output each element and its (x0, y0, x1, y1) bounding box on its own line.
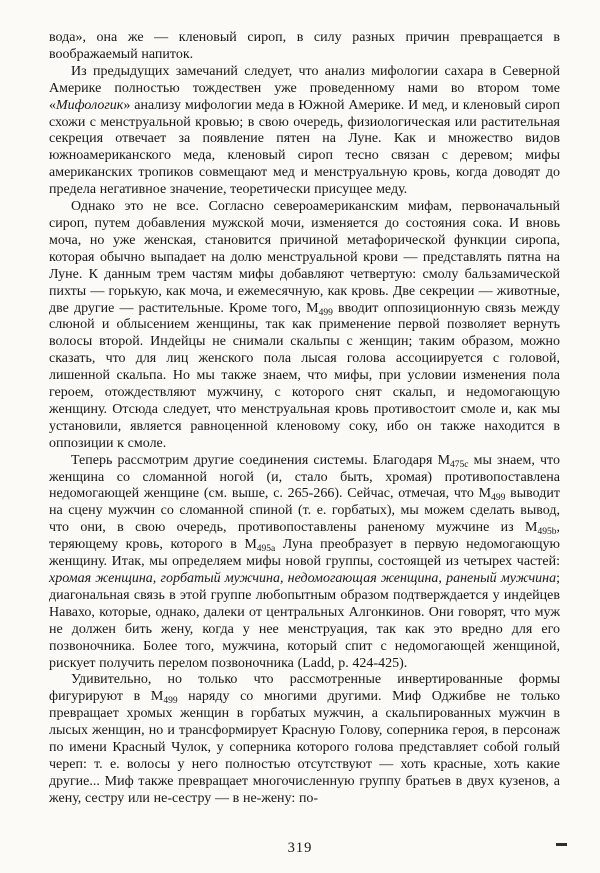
paragraph (49, 199, 560, 453)
text-segment: Однако это не все. Согласно североамериканским мифам, первоначальный сироп, путем добавления мужской мочи, изменяется до состояния сока. И вновь моча, но уже женская, становится причиной метафорической функции сиропа, которая обычно выпадает на долю менструальной крови — представлять пятна на Луне. К данным трем частям мифы добавляют четвертую: смолу бальзамической пихты — горькую, как моча, и ежемесячную, как кровь. Две секреции — животные, две другие — растительные. Кроме того, М (49, 199, 560, 316)
myth-index: 499 (163, 696, 178, 707)
text-segment: вводит оппозиционную связь между слюной и облысением женщины, так как применение первой позволяет вернуть волосы второй. Индейцы не снимали скальпы с женщин; таким образом, можно сказать, что для лиц женского пола лысая голова ассоциируется с головой, лишенной скальпа. Но мы также знаем, что мифы, при условии изменения пола героем, отождествляют мужчину, с которого снят скальп, и недомогающую женщину. Отсюда следует, что менструальная кровь противостоит смоле и, как мы установили, является равноценной кленовому соку, ибо он также находится в оппозиции к смоле. (49, 300, 560, 451)
myth-index: 499 (318, 307, 333, 318)
text-segment: наряду со многими другими. Миф Оджибве не только превращает хромых женщин в горбатых мужчин, а скальпированных мужчин в лысых женщин, но и трансформирует Красную Голову, соперника героя, в персонаж по имени Красный Чулок, у соперника которого голова представляет собой голый череп: т. е. волосы у него полностью отсутствуют — хоть красные, хоть какие другие... Миф также превращает многочисленную группу братьев в двух кузенов, а жену, сестру или не-сестру — в не-жену: по- (49, 689, 560, 806)
text-segment: хромая женщина, горбатый мужчина, недомогающая женщина, раненый мужчина (49, 571, 557, 586)
myth-index: 475c (450, 459, 469, 470)
text-segment: Удивительно, но только что рассмотренные инвертированные формы фигурируют в М (49, 672, 560, 705)
paragraph (49, 453, 560, 673)
paragraph (49, 64, 560, 199)
myth-index: 495b (537, 527, 557, 538)
paragraph (49, 30, 560, 64)
text-segment: вода», она же — кленовый сироп, в силу разных причин превращается в воображаемый напиток. (49, 30, 560, 62)
page-number: 319 (287, 840, 313, 856)
myth-index: 495a (256, 544, 276, 555)
text-segment: Луна преобразует в первую недомогающую женщину. Итак, мы определяем мифы новой группы, состоящей из четырех частей: (49, 537, 560, 570)
text-segment: выводит на сцену мужчин со сломанной спиной (т. е. горбатых), мы можем сделать вывод, что они, в свою очередь, противопоставлены раненому мужчине из М (49, 486, 561, 536)
text-segment: мы знаем, что женщина со сломанной ногой (и, стало быть, хромая) противопоставлена недомогающей женщине (см. выше, с. 265-266). Сейчас, отмечая, что М (49, 452, 560, 502)
page-text (49, 30, 560, 808)
text-segment: » анализу мифологии меда в Южной Америке. И мед, и кленовый сироп схожи с менструальной кровью; в свою очередь, физиологическая или растительная секреция отвечает за появление пятен на Луне. Как и множество видов южноамериканского меда, кленовый сироп тесно связан с деревом; мифы американских тропиков совмещают мед и менструальную кровь, когда доводят до предела негативное значение, теоретически присущее меду. (49, 97, 560, 198)
scan-artifact-dash (556, 843, 567, 846)
text-segment: , теряющему кровь, которого в М (49, 520, 560, 553)
myth-index: 499 (491, 493, 506, 504)
text-segment: ; диагональная связь в этой группе любопытным образом подтверждается у индейцев Навахо, которые, однако, далеки от центральных Алгонкинов. Они говорят, что муж не должен бить жену, когда у нее менструация, так как это вредно для его позвоночника. Более того, мужчина, который спит с недомогающей женщиной, рискует получить перелом позвоночника (Ladd, p. 424-425). (49, 571, 560, 671)
text-segment: Мифологик (56, 97, 124, 113)
paragraph (49, 672, 560, 807)
text-segment: Теперь рассмотрим другие соединения системы. Благодаря М (71, 452, 451, 468)
text-segment: Из предыдущих замечаний следует, что анализ мифологии сахара в Северной Америке полностью тождествен уже проведенному нами во втором томе « (49, 63, 560, 113)
